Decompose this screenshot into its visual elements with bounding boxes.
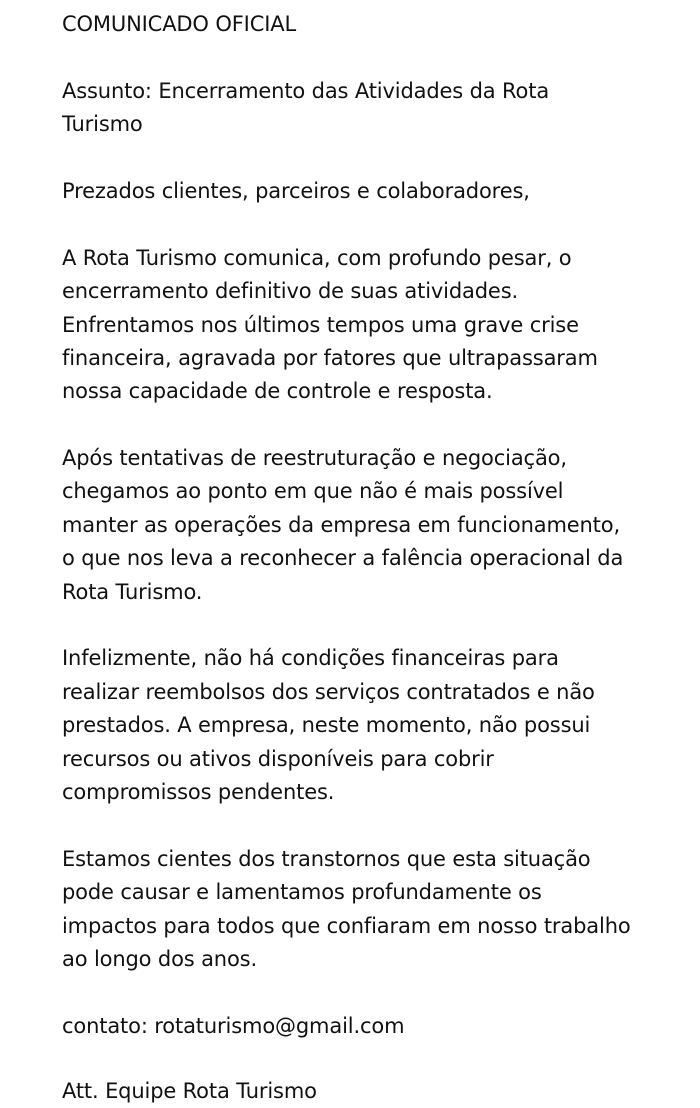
paragraph-refunds: [62, 642, 696, 809]
paragraph-line: prestados. A empresa, neste momento, não possui: [62, 713, 591, 738]
subject-block: [62, 75, 696, 142]
paragraph-line: Após tentativas de reestruturação e negociação,: [62, 446, 567, 471]
paragraph-line: Estamos cientes dos transtornos que esta situação: [62, 846, 591, 871]
subject-line: Assunto: Encerramento das Atividades da Rota: [62, 78, 550, 103]
paragraph-closure-announcement: [62, 242, 696, 409]
paragraph-line: pode causar e lamentamos profundamente os: [62, 880, 542, 905]
paragraph-line: recursos ou ativos disponíveis para cobrir: [62, 746, 494, 771]
paragraph-line: impactos para todos que confiaram em nosso trabalho: [62, 913, 631, 938]
contact-line: contato: rotaturismo@gmail.com: [62, 1013, 405, 1038]
paragraph-line: nossa capacidade de controle e resposta.: [62, 379, 493, 404]
paragraph-line: chegamos ao ponto em que não é mais possível: [62, 479, 564, 504]
paragraph-line: manter as operações da empresa em funcionamento,: [62, 512, 620, 537]
spacer: [62, 809, 696, 842]
subject-line: Turismo: [62, 112, 143, 137]
paragraph-apology: [62, 843, 696, 977]
paragraph-line: Rota Turismo.: [62, 579, 203, 604]
greeting: Prezados clientes, parceiros e colaboradores,: [62, 178, 530, 203]
paragraph-line: ao longo dos anos.: [62, 946, 257, 971]
document-body: [62, 8, 696, 1043]
document-title: COMUNICADO OFICIAL: [62, 12, 297, 36]
paragraph-line: Infelizmente, não há condições financeiras para: [62, 646, 559, 671]
spacer: [62, 41, 696, 74]
paragraph-line: encerramento definitivo de suas atividades.: [62, 279, 519, 304]
spacer: [62, 976, 696, 1009]
paragraph-line: compromissos pendentes.: [62, 779, 335, 804]
spacer: [62, 409, 696, 442]
paragraph-line: A Rota Turismo comunica, com profundo pesar, o: [62, 245, 572, 270]
paragraph-line: realizar reembolsos dos serviços contratados e não: [62, 679, 595, 704]
spacer: [62, 609, 696, 642]
paragraph-line: financeira, agravada por fatores que ultrapassaram: [62, 345, 598, 370]
signoff: Att. Equipe Rota Turismo: [62, 1079, 317, 1103]
spacer: [62, 142, 696, 175]
paragraph-bankruptcy: [62, 442, 696, 609]
paragraph-line: o que nos leva a reconhecer a falência operacional da: [62, 546, 624, 571]
spacer: [62, 208, 696, 241]
paragraph-line: Enfrentamos nos últimos tempos uma grave crise: [62, 312, 579, 337]
